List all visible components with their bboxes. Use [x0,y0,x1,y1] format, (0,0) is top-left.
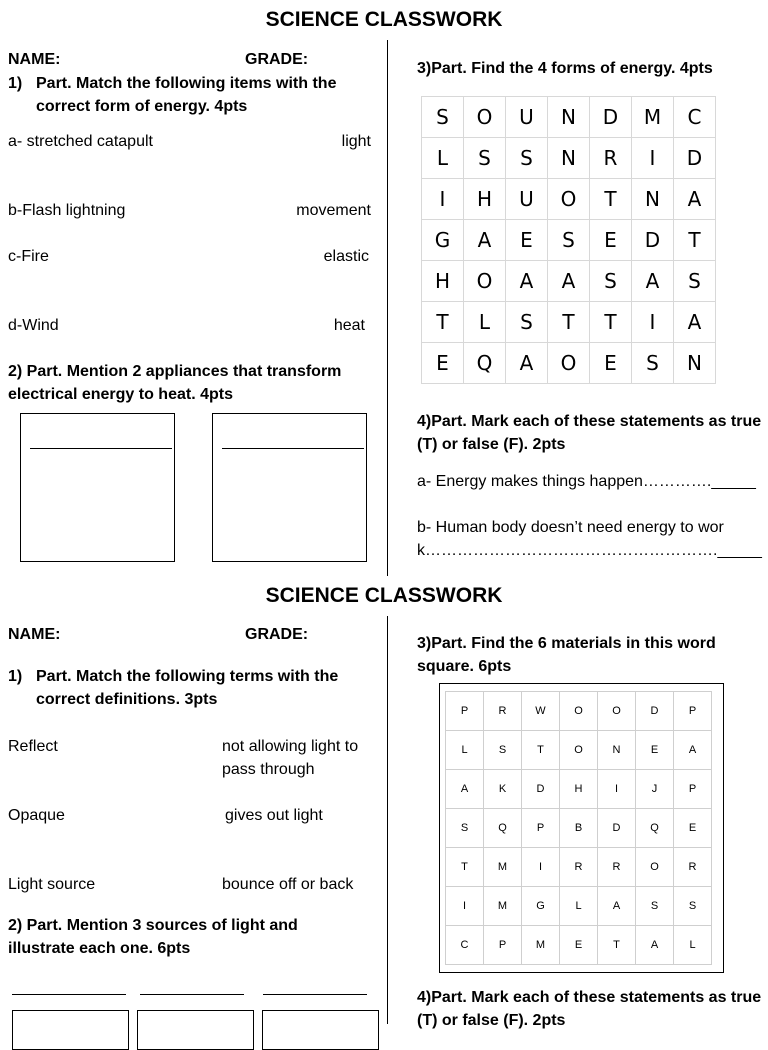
sheet2-grid-cell[interactable]: L [446,731,484,770]
sheet2-grid-cell[interactable]: O [636,848,674,887]
sheet2-part1-number: 1) [8,668,23,685]
sheet2-answer-line-2 [140,994,244,995]
sheet2-term-opaque: Opaque [8,807,65,824]
sheet2-grid-cell[interactable]: G [522,887,560,926]
sheet2-grid-row [446,926,712,965]
sheet1-grid-cell[interactable]: E [422,343,464,384]
sheet2-grid-cell[interactable]: O [598,692,636,731]
sheet1-grid-cell[interactable]: M [632,97,674,138]
sheet1-grid-row [422,261,716,302]
sheet1-item-b: b-Flash lightning [8,202,126,219]
sheet1-energy-movement: movement [296,202,371,219]
sheet2-grid-cell[interactable]: S [674,887,712,926]
sheet1-grid-cell[interactable]: T [674,220,716,261]
sheet1-grid-cell[interactable]: I [632,138,674,179]
sheet1-grid-row [422,302,716,343]
sheet2-grid-cell[interactable]: A [446,770,484,809]
sheet1-grid-cell[interactable]: N [674,343,716,384]
sheet2-grid-cell[interactable]: O [560,731,598,770]
sheet2-grid-cell[interactable]: J [636,770,674,809]
sheet1-grid-cell[interactable]: S [422,97,464,138]
sheet1-statement-b: b- Human body doesn’t need energy to work………………………………………………._____ [417,519,762,559]
sheet1-grid-cell[interactable]: N [548,97,590,138]
sheet1-part4-instruction: 4)Part. Mark each of these statements as true (T) or false (F). 2pts [417,413,762,453]
sheet1-item-a: a- stretched catapult [8,133,153,150]
sheet2-def-bounce-off: bounce off or back [222,876,354,893]
sheet1-part2-instruction: 2) Part. Mention 2 appliances that transform electrical energy to heat. 4pts [8,363,342,403]
sheet2-grid-cell[interactable]: R [598,848,636,887]
sheet2-def-not-allowing-light: not allowing light to pass through [222,738,359,778]
sheet2-column-divider [387,616,388,1024]
sheet2-answer-line-1 [12,994,126,995]
sheet2-grid-cell[interactable]: E [636,731,674,770]
sheet2-part2-instruction: 2) Part. Mention 3 sources of light and illustrate each one. 6pts [8,917,298,957]
sheet2-grid-cell[interactable]: B [560,809,598,848]
sheet2-grid-cell[interactable]: T [446,848,484,887]
sheet1-energy-heat: heat [333,317,365,334]
sheet2-grid-cell[interactable]: O [560,692,598,731]
sheet2-grid-cell[interactable]: S [484,731,522,770]
sheet1-grid-cell[interactable]: I [422,179,464,220]
sheet2-grid-cell[interactable]: R [560,848,598,887]
sheet2-title: SCIENCE CLASSWORK [265,584,503,607]
sheet1-grid-cell[interactable]: A [506,343,548,384]
sheet2-grid-cell[interactable]: A [598,887,636,926]
sheet1-grid-row [422,220,716,261]
sheet1-grid-cell[interactable]: E [590,343,632,384]
sheet2-grid-cell[interactable]: N [598,731,636,770]
sheet2-name-label: NAME: [8,626,61,643]
sheet1-statement-a: a- Energy makes things happen…………._____ [417,473,756,490]
sheet2-grid-cell[interactable]: M [484,848,522,887]
sheet2-grid-cell[interactable]: R [484,692,522,731]
sheet2-word-search [445,691,712,965]
sheet1-grid-cell[interactable]: D [590,97,632,138]
sheet1-grid-cell[interactable]: S [506,302,548,343]
sheet1-grid-cell[interactable]: L [464,302,506,343]
sheet2-grid-cell[interactable]: P [522,809,560,848]
sheet2-grid-cell[interactable]: L [560,887,598,926]
sheet1-grid-cell[interactable]: T [422,302,464,343]
sheet2-grid-cell[interactable]: S [446,809,484,848]
sheet1-grid-cell[interactable]: S [674,261,716,302]
sheet1-title: SCIENCE CLASSWORK [265,8,503,31]
sheet1-grid-cell[interactable]: S [464,138,506,179]
sheet1-item-d: d-Wind [8,317,59,334]
sheet2-part1-instruction: Part. Match the following terms with the correct definitions. 3pts [36,668,339,708]
sheet2-grid-cell[interactable]: I [446,887,484,926]
sheet1-grid-cell[interactable]: U [506,97,548,138]
sheet1-grid-cell[interactable]: D [632,220,674,261]
sheet2-grid-cell[interactable]: L [674,926,712,965]
sheet1-grid-cell[interactable]: S [632,343,674,384]
sheet1-grid-cell[interactable]: O [464,261,506,302]
sheet2-part3-instruction: 3)Part. Find the 6 materials in this word square. 6pts [417,635,716,675]
sheet2-part4-instruction: 4)Part. Mark each of these statements as true (T) or false (F). 2pts [417,989,762,1029]
sheet2-grid-row [446,770,712,809]
sheet1-grid-cell[interactable]: A [632,261,674,302]
sheet1-grid-cell[interactable]: H [422,261,464,302]
sheet1-part1-number: 1) [8,75,23,92]
sheet1-energy-elastic: elastic [323,248,369,265]
sheet1-grid-cell[interactable]: H [464,179,506,220]
sheet1-word-search [421,96,716,384]
sheet1-grid-cell[interactable]: I [632,302,674,343]
sheet1-name-label: NAME: [8,51,61,68]
sheet1-answer-box-1[interactable] [20,413,175,562]
sheet2-grid-row [446,731,712,770]
sheet1-grid-cell[interactable]: A [674,302,716,343]
sheet1-grid-row [422,97,716,138]
sheet1-grid-cell[interactable]: E [590,220,632,261]
sheet1-grid-cell[interactable]: S [590,261,632,302]
sheet1-grid-cell[interactable]: A [548,261,590,302]
sheet1-grid-cell[interactable]: T [590,302,632,343]
sheet2-def-gives-out-light: gives out light [225,807,323,824]
sheet2-grid-cell[interactable]: A [636,926,674,965]
sheet1-grid-cell[interactable]: N [548,138,590,179]
sheet2-term-light-source: Light source [8,876,96,893]
sheet2-grid-cell[interactable]: I [522,848,560,887]
sheet1-item-c: c-Fire [8,248,49,265]
sheet1-grid-cell[interactable]: T [590,179,632,220]
sheet2-grid-cell[interactable]: W [522,692,560,731]
sheet1-grid-cell[interactable]: D [674,138,716,179]
sheet2-answer-line-3 [263,994,367,995]
sheet2-grid-cell[interactable]: A [674,731,712,770]
sheet2-grid-cell[interactable]: I [598,770,636,809]
sheet1-grid-cell[interactable]: C [674,97,716,138]
sheet2-grid-cell[interactable]: P [674,770,712,809]
sheet2-grid-cell[interactable]: S [636,887,674,926]
sheet2-grid-cell[interactable]: H [560,770,598,809]
sheet2-drawing-box-2[interactable] [137,1010,254,1050]
sheet1-grade-label: GRADE: [245,51,309,68]
sheet1-answer-line-1 [30,448,172,449]
sheet1-grid-row [422,179,716,220]
sheet2-grid-cell[interactable]: P [446,692,484,731]
sheet2-grid-cell[interactable]: C [446,926,484,965]
sheet1-part1-instruction: Part. Match the following items with the correct form of energy. 4pts [36,75,337,115]
sheet2-grid-cell[interactable]: Q [636,809,674,848]
sheet2-grid-row [446,887,712,926]
sheet1-grid-cell[interactable]: Q [464,343,506,384]
sheet2-grid-cell[interactable]: D [522,770,560,809]
sheet2-grid-cell[interactable]: Q [484,809,522,848]
sheet2-term-reflect: Reflect [8,738,58,755]
sheet1-answer-box-2[interactable] [212,413,367,562]
sheet1-column-divider [387,40,388,576]
sheet1-grid-cell[interactable]: N [632,179,674,220]
sheet2-grade-label: GRADE: [245,626,309,643]
sheet2-drawing-box-3[interactable] [262,1010,379,1050]
sheet2-grid-cell[interactable]: K [484,770,522,809]
sheet1-grid-cell[interactable]: T [548,302,590,343]
sheet1-answer-line-2 [222,448,364,449]
sheet2-grid-row [446,809,712,848]
sheet2-grid-cell[interactable]: T [598,926,636,965]
sheet1-grid-cell[interactable]: S [506,138,548,179]
sheet2-grid-cell[interactable]: M [484,887,522,926]
sheet2-grid-cell[interactable]: R [674,848,712,887]
sheet2-grid-cell[interactable]: E [560,926,598,965]
sheet1-grid-cell[interactable]: A [674,179,716,220]
sheet2-grid-cell[interactable]: M [522,926,560,965]
sheet2-grid-cell[interactable]: D [598,809,636,848]
sheet2-drawing-box-1[interactable] [12,1010,129,1050]
sheet1-grid-cell[interactable]: A [464,220,506,261]
sheet2-grid-cell[interactable]: P [674,692,712,731]
sheet1-grid-cell[interactable]: E [506,220,548,261]
sheet2-grid-cell[interactable]: D [636,692,674,731]
sheet1-grid-cell[interactable]: G [422,220,464,261]
sheet1-grid-cell[interactable]: A [506,261,548,302]
sheet1-grid-cell[interactable]: U [506,179,548,220]
sheet2-grid-row [446,848,712,887]
sheet2-grid-cell[interactable]: P [484,926,522,965]
sheet2-grid-row [446,692,712,731]
sheet1-grid-cell[interactable]: L [422,138,464,179]
sheet1-grid-cell[interactable]: R [590,138,632,179]
sheet1-part3-instruction: 3)Part. Find the 4 forms of energy. 4pts [417,60,713,77]
sheet2-grid-cell[interactable]: E [674,809,712,848]
sheet1-grid-cell[interactable]: S [548,220,590,261]
sheet1-grid-cell[interactable]: O [548,179,590,220]
sheet1-grid-row [422,138,716,179]
sheet1-grid-cell[interactable]: O [464,97,506,138]
sheet1-grid-row [422,343,716,384]
sheet1-grid-cell[interactable]: O [548,343,590,384]
sheet2-grid-cell[interactable]: T [522,731,560,770]
sheet1-energy-light: light [341,133,371,150]
